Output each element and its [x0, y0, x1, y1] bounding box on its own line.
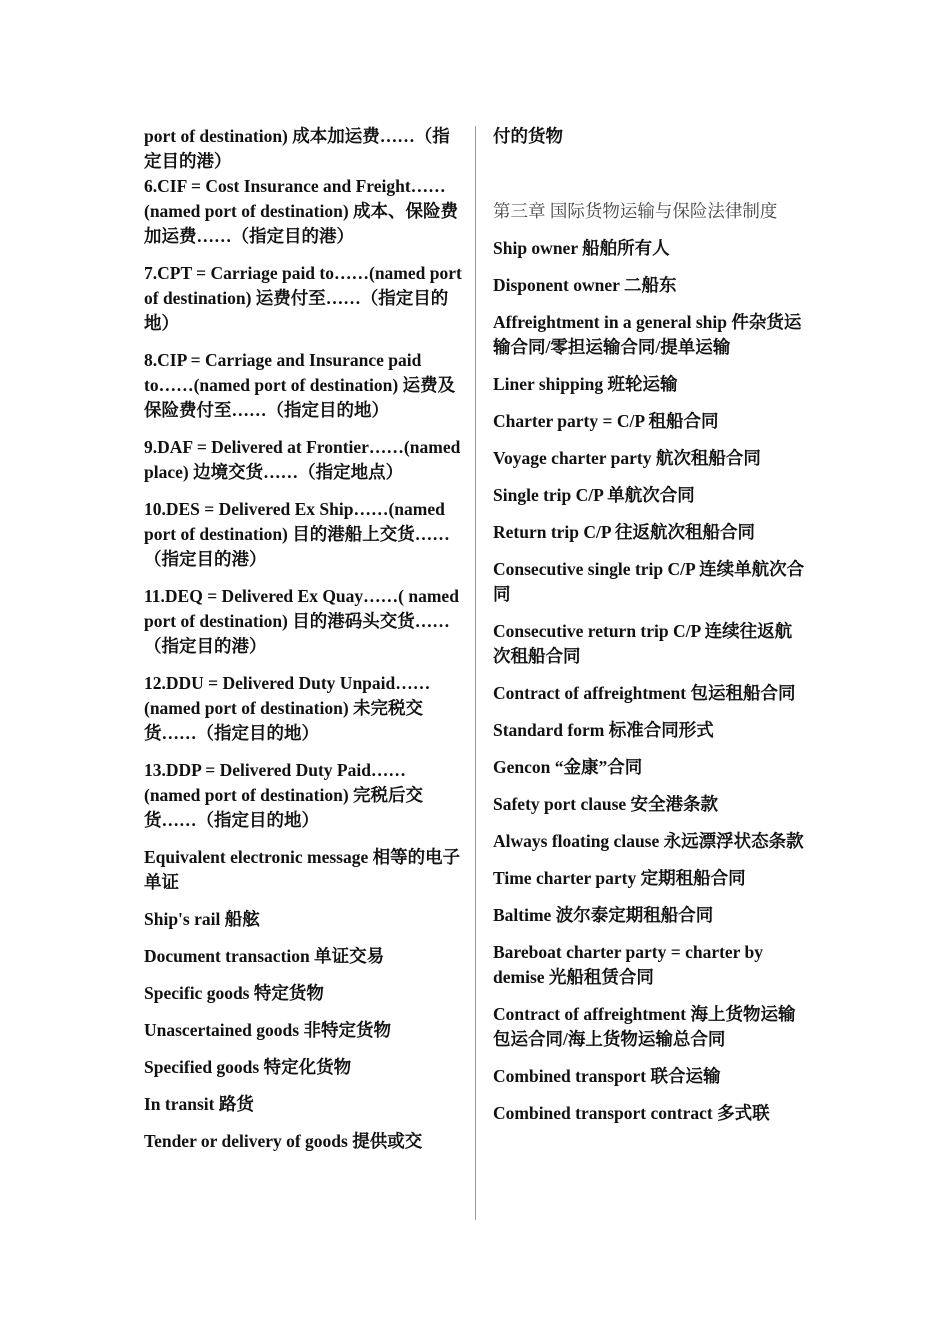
- glossary-entry: 8.CIP = Carriage and Insurance paid to……(named port of destination) 运费及保险费付至……（指定目的地）: [144, 350, 456, 420]
- glossary-entry: Combined transport contract 多式联: [493, 1103, 770, 1123]
- glossary-entry: Affreightment in a general ship 件杂货运输合同/零担运输合同/提单运输: [493, 312, 802, 357]
- glossary-entry: Bareboat charter party = charter by demise 光船租赁合同: [493, 942, 763, 987]
- glossary-entry: Liner shipping 班轮运输: [493, 374, 678, 394]
- glossary-entry: Contract of affreightment 海上货物运输包运合同/海上货物运输总合同: [493, 1004, 796, 1049]
- glossary-entry: Charter party = C/P 租船合同: [493, 411, 719, 431]
- glossary-entry: Consecutive single trip C/P 连续单航次合同: [493, 559, 805, 604]
- glossary-entry: Return trip C/P 往返航次租船合同: [493, 522, 756, 542]
- chapter-heading: 第三章 国际货物运输与保险法律制度: [493, 201, 778, 221]
- glossary-entry: Safety port clause 安全港条款: [493, 794, 719, 814]
- glossary-entry: 9.DAF = Delivered at Frontier……(named place) 边境交货……（指定地点）: [144, 437, 461, 482]
- glossary-entry: 11.DEQ = Delivered Ex Quay……( named port of destination) 目的港码头交货……（指定目的港）: [144, 586, 459, 656]
- glossary-entry: Standard form 标准合同形式: [493, 720, 714, 740]
- glossary-entry: port of destination) 成本加运费……（指定目的港）: [144, 126, 450, 171]
- left-column: [144, 124, 462, 1166]
- glossary-entry: Specific goods 特定货物: [144, 983, 324, 1003]
- glossary-entry: Specified goods 特定化货物: [144, 1057, 352, 1077]
- glossary-entry: Ship's rail 船舷: [144, 909, 260, 929]
- column-divider: [475, 126, 476, 1220]
- glossary-entry: 6.CIF = Cost Insurance and Freight……(named port of destination) 成本、保险费加运费……（指定目的港）: [144, 176, 459, 246]
- glossary-entry: Combined transport 联合运输: [493, 1066, 721, 1086]
- glossary-entry: Document transaction 单证交易: [144, 946, 385, 966]
- glossary-entry: Disponent owner 二船东: [493, 275, 677, 295]
- glossary-entry: Gencon “金康”合同: [493, 757, 643, 777]
- glossary-entry: Voyage charter party 航次租船合同: [493, 448, 761, 468]
- glossary-entry: 10.DES = Delivered Ex Ship……(named port of destination) 目的港船上交货……（指定目的港）: [144, 499, 450, 569]
- glossary-entry: Tender or delivery of goods 提供或交: [144, 1131, 423, 1151]
- glossary-entry: Always floating clause 永远漂浮状态条款: [493, 831, 804, 851]
- glossary-entry: Unascertained goods 非特定货物: [144, 1020, 391, 1040]
- glossary-entry: In transit 路货: [144, 1094, 254, 1114]
- glossary-entry-continuation: 付的货物: [493, 126, 563, 146]
- glossary-entry: Equivalent electronic message 相等的电子单证: [144, 847, 461, 892]
- right-column: [493, 124, 808, 1138]
- glossary-entry: 7.CPT = Carriage paid to……(named port of destination) 运费付至……（指定目的地）: [144, 263, 462, 333]
- glossary-entry: Consecutive return trip C/P 连续往返航次租船合同: [493, 621, 793, 666]
- glossary-entry: 12.DDU = Delivered Duty Unpaid……(named port of destination) 未完税交货……（指定目的地）: [144, 673, 431, 743]
- glossary-entry: 13.DDP = Delivered Duty Paid……(named port of destination) 完税后交货……（指定目的地）: [144, 760, 424, 830]
- glossary-entry: Ship owner 船舶所有人: [493, 238, 670, 258]
- glossary-entry: Time charter party 定期租船合同: [493, 868, 746, 888]
- glossary-entry: Contract of affreightment 包运租船合同: [493, 683, 796, 703]
- glossary-entry: Baltime 波尔泰定期租船合同: [493, 905, 714, 925]
- glossary-entry: Single trip C/P 单航次合同: [493, 485, 695, 505]
